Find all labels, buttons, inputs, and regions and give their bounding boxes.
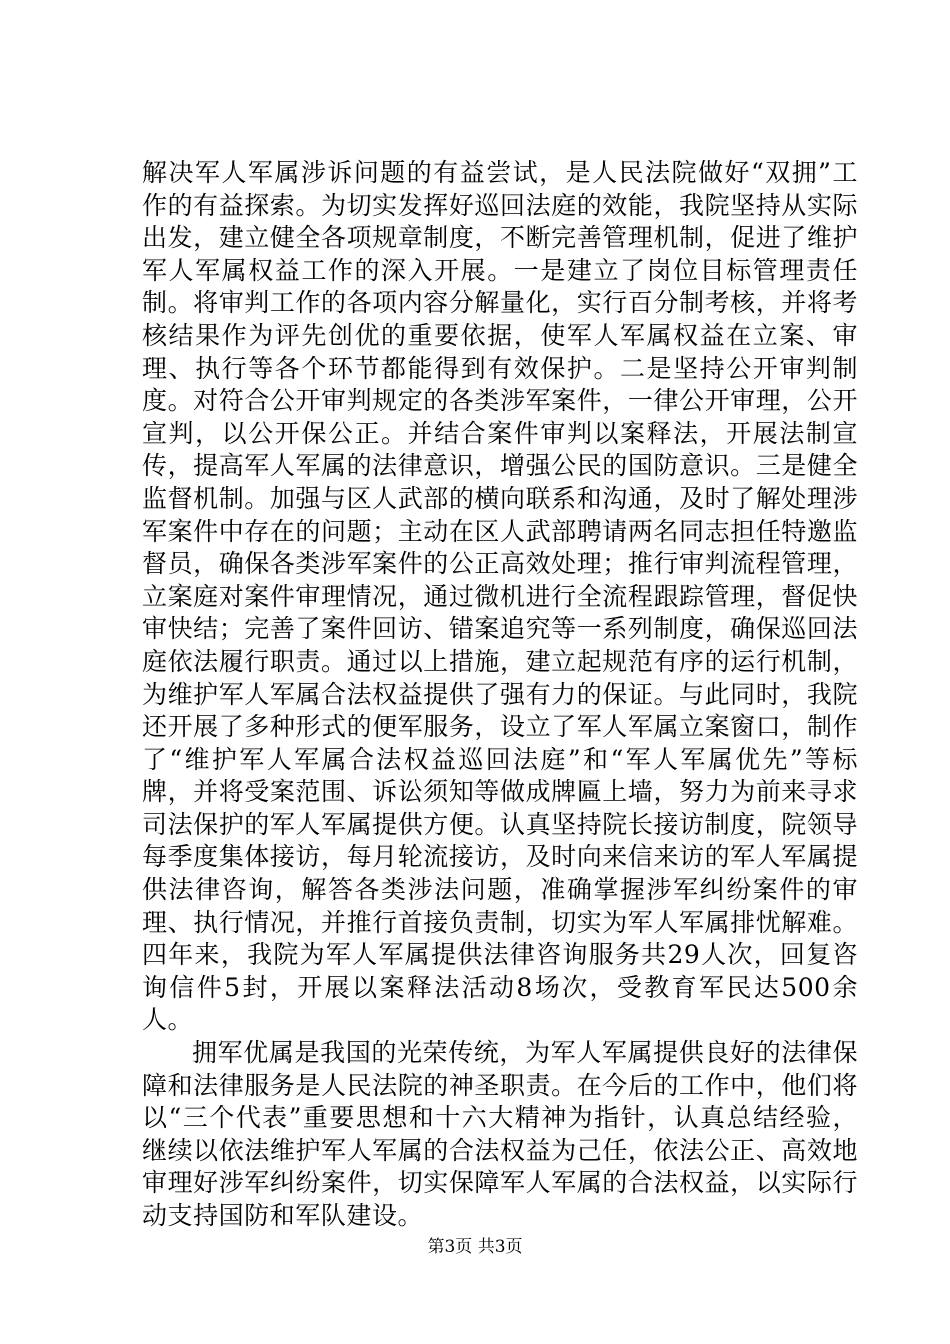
paragraph-continuation: 解决军人军属涉诉问题的有益尝试，是人民法院做好“双拥”工作的有益探索。为切实发挥好巡回法庭的效能，我院坚持从实际出发，建立健全各项规章制度，不断完善管理机制，促进了维护军人军属权益工作的深入开展。一是建立了岗位目标管理责任制。将审判工作的各项内容分解量化，实行百分制考核，并将考核结果作为评先创优的重要依据，使军人军属权益在立案、审理、执行等各个环节都能得到有效保护。二是坚持公开审判制度。对符合公开审判规定的各类涉军案件，一律公开审理，公开宣判，以公开保公正。并结合案件审判以案释法，开展法制宣传，提高军人军属的法律意识，增强公民的国防意识。三是健全监督机制。加强与区人武部的横向联系和沟通，及时了解处理涉军案件中存在的问题；主动在区人武部聘请两名同志担任特邀监督员，确保各类涉军案件的公正高效处理；推行审判流程管理，立案庭对案件审理情况，通过微机进行全流程跟踪管理，督促快审快结；完善了案件回访、错案追究等一系列制度，确保巡回法庭依法履行职责。通过以上措施，建立起规范有序的运行机制，为维护军人军属合法权益提供了强有力的保证。与此同时，我院还开展了多种形式的便军服务，设立了军人军属立案窗口，制作了“维护军人军属合法权益巡回法庭”和“军人军属优先”等标牌，并将受案范围、诉讼须知等做成牌匾上墙，努力为前来寻求司法保护的军人军属提供方便。认真坚持院长接访制度，院领导每季度集体接访，每月轮流接访，及时向来信来访的军人军属提供法律咨询，解答各类涉法问题，准确掌握涉军纠纷案件的审理、执行情况，并推行首接负责制，切实为军人军属排忧解难。四年来，我院为军人军属提供法律咨询服务共29人次，回复咨询信件5封，开展以案释法活动8场次，受教育军民达500余人。 (142, 158, 858, 1035)
document-body (142, 157, 858, 1233)
paragraph-conclusion: 拥军优属是我国的光荣传统，为军人军属提供良好的法律保障和法律服务是人民法院的神圣职责。在今后的工作中，他们将以“三个代表”重要思想和十六大精神为指针，认真总结经验，继续以依法维护军人军属的合法权益为己任，依法公正、高效地审理好涉军纠纷案件，切实保障军人军属的合法权益，以实际行动支持国防和军队建设。 (142, 1038, 858, 1230)
page-number-footer: 第3页 共3页 (427, 1237, 523, 1257)
